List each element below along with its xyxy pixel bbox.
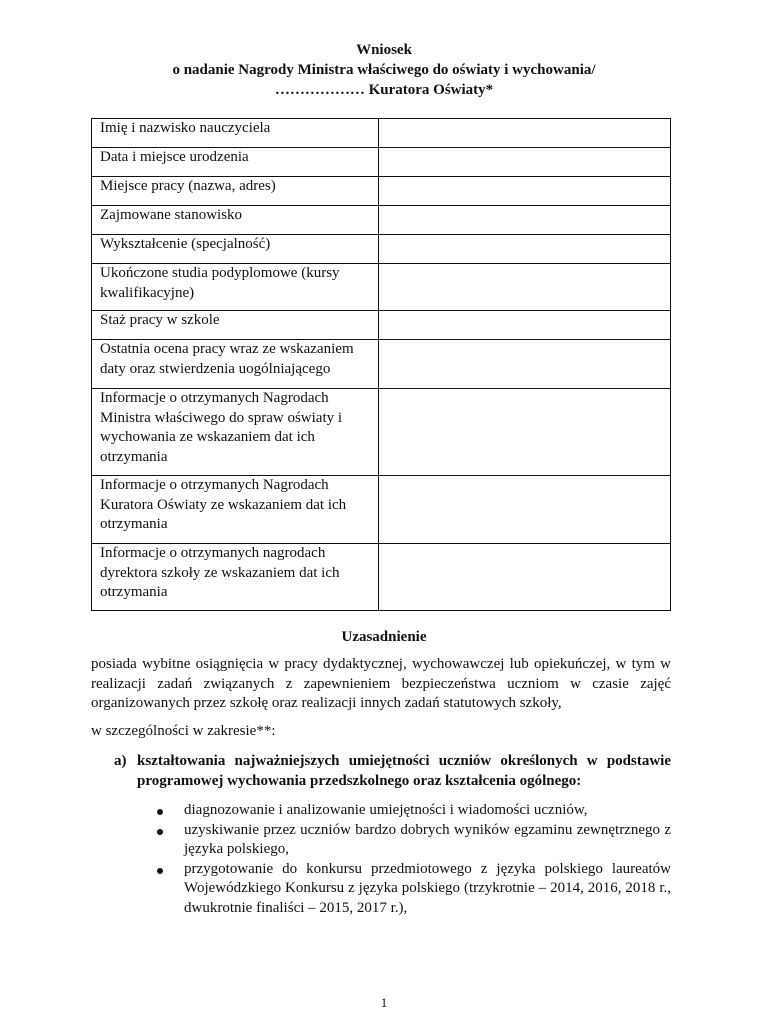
row-value-field[interactable] [379,544,671,611]
justification-paragraph: posiada wybitne osiągnięcia w pracy dydaktycznej, wychowawczej lub opiekuńczej, w tym w realizacji zadań związanych z zapewnieniem bezpieczeństwa uczniom w czasie zajęć organizowanych przez szkołę oraz realizacji innych zadań statutowych szkoły, [91,656,671,711]
section-a-bullet-list [154,801,671,918]
heading-title: Wniosek [356,42,412,58]
list-item [154,860,671,919]
row-label: Staż pracy w szkole [92,311,379,340]
row-label: Zajmowane stanowisko [92,206,379,235]
table-row [92,148,671,177]
table-row [92,311,671,340]
list-item-text: uzyskiwanie przez uczniów bardzo dobrych wyników egzaminu zewnętrznego z języka polskiego, [184,821,671,857]
table-row [92,119,671,148]
document-heading [0,40,768,100]
list-item-text: diagnozowanie i analizowanie umiejętności i wiadomości uczniów, [184,802,588,818]
row-value-field[interactable] [379,311,671,340]
list-item-text: przygotowanie do konkursu przedmiotowego z języka polskiego laureatów Wojewódzkiego Konkursu z języka polskiego (trzykrotnie – 2014, 2016, 2018 r., dwukrotnie finaliści – 2015, 2017 r.), [184,860,671,916]
row-value-field[interactable] [379,264,671,311]
row-label: Miejsce pracy (nazwa, adres) [92,177,379,206]
table-row [92,476,671,544]
table-row [92,340,671,389]
bullet-icon [157,829,163,835]
row-label: Imię i nazwisko nauczyciela [92,119,379,148]
section-a-marker: a) [114,753,127,769]
row-value-field[interactable] [379,119,671,148]
row-label: Informacje o otrzymanych Nagrodach Kuratora Oświaty ze wskazaniem dat ich otrzymania [92,476,379,544]
table-row [92,206,671,235]
heading-subtitle: o nadanie Nagrody Ministra właściwego do oświaty i wychowania/ [172,62,596,78]
row-label: Wykształcenie (specjalność) [92,235,379,264]
row-value-field[interactable] [379,148,671,177]
row-label: Informacje o otrzymanych Nagrodach Ministra właściwego do spraw oświaty i wychowania ze wskazaniem dat ich otrzymania [92,389,379,476]
row-label: Data i miejsce urodzenia [92,148,379,177]
table-row [92,389,671,476]
list-item [154,821,671,860]
section-a [114,751,671,791]
row-value-field[interactable] [379,476,671,544]
table-row [92,235,671,264]
row-value-field[interactable] [379,340,671,389]
table-row [92,544,671,611]
teacher-info-table [91,118,671,611]
row-value-field[interactable] [379,206,671,235]
row-value-field[interactable] [379,177,671,206]
table-row [92,177,671,206]
scope-intro: w szczególności w zakresie**: [91,723,276,739]
list-item [154,801,671,821]
page-number: 1 [380,995,388,1010]
table-row [92,264,671,311]
heading-subtitle-2: ……………… Kuratora Oświaty* [274,82,494,98]
section-a-heading: kształtowania najważniejszych umiejętności uczniów określonych w podstawie programowej wychowania przedszkolnego oraz kształcenia ogólnego: [137,753,671,789]
bullet-icon [157,809,163,815]
bullet-icon [157,868,163,874]
row-value-field[interactable] [379,235,671,264]
row-label: Ostatnia ocena pracy wraz ze wskazaniem daty oraz stwierdzenia uogólniającego [92,340,379,389]
row-label: Ukończone studia podyplomowe (kursy kwalifikacyjne) [92,264,379,311]
row-label: Informacje o otrzymanych nagrodach dyrektora szkoły ze wskazaniem dat ich otrzymania [92,544,379,611]
row-value-field[interactable] [379,389,671,476]
justification-title: Uzasadnienie [341,629,427,645]
